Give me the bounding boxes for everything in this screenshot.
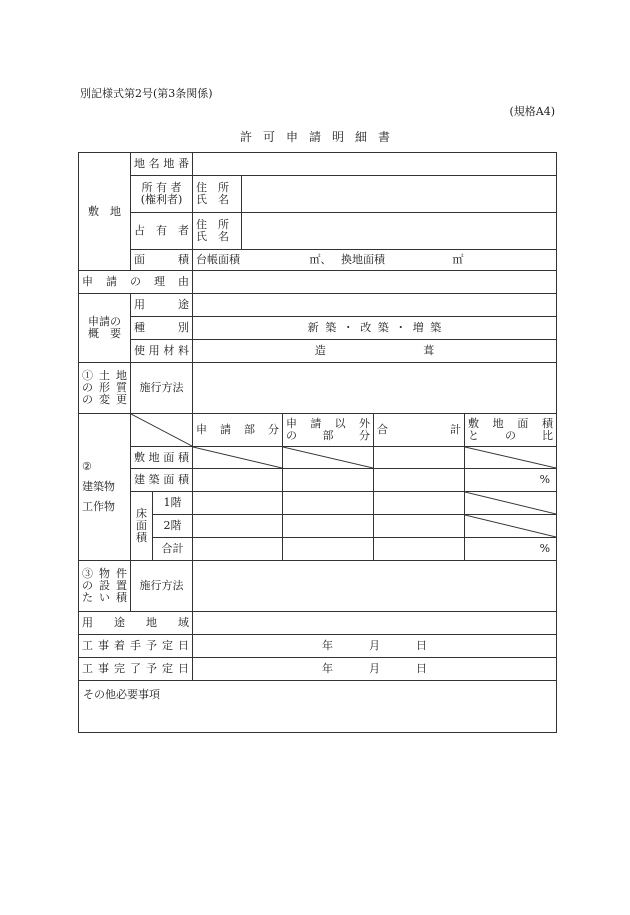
start-month-label: 月 xyxy=(369,639,381,652)
land-change-label: ①土地 の形質 の変更 xyxy=(79,363,131,414)
materials-roof-label: 葺 xyxy=(423,344,435,357)
land-method-field[interactable] xyxy=(193,363,557,414)
building-area-ratio[interactable]: % xyxy=(465,469,557,492)
document-title: 許可申請明細書 xyxy=(239,130,401,144)
sqm-unit-2: ㎡ xyxy=(452,253,464,266)
use-field[interactable] xyxy=(193,294,557,317)
floor2-label: 2階 xyxy=(153,515,193,538)
floor1-total[interactable] xyxy=(374,492,465,515)
end-date-label: 工事完了予定日 xyxy=(79,658,193,681)
buildings-label xyxy=(79,414,131,561)
site-label: 敷 地 xyxy=(79,153,131,271)
buildings-text: 建築物 xyxy=(82,480,115,493)
other-notes-label: その他必要事項 xyxy=(83,688,160,701)
site-area-other xyxy=(283,447,374,469)
objects-method-label: 施行方法 xyxy=(131,561,193,612)
occupant-field[interactable] xyxy=(242,213,557,250)
floor1-applied[interactable] xyxy=(193,492,283,515)
zone-field[interactable] xyxy=(193,612,557,635)
area-label: 面 積 xyxy=(131,250,193,271)
floor1-ratio xyxy=(465,492,557,515)
structures-text: 工作物 xyxy=(82,500,115,513)
floor-total-total[interactable] xyxy=(374,538,465,561)
paper-size-label: (規格A4) xyxy=(509,105,555,118)
occupant-name-label: 氏 名 xyxy=(196,230,229,243)
use-label: 用 途 xyxy=(131,294,193,317)
floor-total-other[interactable] xyxy=(283,538,374,561)
col-ratio-header: 敷 地 面 積 と の 比 xyxy=(465,414,557,447)
other-notes-field[interactable] xyxy=(79,681,557,733)
floor2-ratio xyxy=(465,515,557,538)
lot-number-label: 地名地番 xyxy=(131,153,193,176)
building-area-label: 建築面積 xyxy=(131,469,193,492)
converted-area-label: 換地面積 xyxy=(341,253,385,266)
start-day-label: 日 xyxy=(416,639,428,652)
end-date-field[interactable] xyxy=(193,658,557,681)
reason-field[interactable] xyxy=(193,271,557,294)
owner-address-label: 住 所 xyxy=(196,181,229,194)
floor-total-label: 合計 xyxy=(153,538,193,561)
floor2-total[interactable] xyxy=(374,515,465,538)
materials-label: 使用材料 xyxy=(131,340,193,363)
occupant-label: 占 有 者 xyxy=(131,213,193,250)
objects-method-field[interactable] xyxy=(193,561,557,612)
type-options[interactable]: 新 築 ・ 改 築 ・ 増 築 xyxy=(193,317,557,340)
start-date-label: 工事着手予定日 xyxy=(79,635,193,658)
form-id: 別記様式第2号(第3条関係) xyxy=(80,87,213,100)
building-area-total[interactable] xyxy=(374,469,465,492)
owner-field-labels xyxy=(193,176,242,213)
floor1-label: 1階 xyxy=(153,492,193,515)
materials-structure-label: 造 xyxy=(314,344,326,357)
reason-label: 申請の理由 xyxy=(79,271,193,294)
application-detail-table xyxy=(78,152,557,733)
site-area-ratio xyxy=(465,447,557,469)
area-field[interactable] xyxy=(193,250,557,271)
owner-field[interactable] xyxy=(242,176,557,213)
header-diagonal-cell xyxy=(131,414,193,447)
zone-label: 用 途 地 域 xyxy=(79,612,193,635)
floor2-applied[interactable] xyxy=(193,515,283,538)
sqm-unit-1: ㎡、 xyxy=(309,253,332,266)
end-day-label: 日 xyxy=(416,662,428,675)
owner-label: 所 有 者 (権利者) xyxy=(131,176,193,213)
end-month-label: 月 xyxy=(369,662,381,675)
site-area-label: 敷地面積 xyxy=(131,447,193,469)
start-year-label: 年 xyxy=(322,639,334,652)
land-method-label: 施行方法 xyxy=(131,363,193,414)
buildings-number: ② xyxy=(82,460,92,473)
col-total-header: 合 計 xyxy=(374,414,465,447)
outline-label: 申請の 概 要 xyxy=(79,294,131,363)
floor2-other[interactable] xyxy=(283,515,374,538)
type-label: 種 別 xyxy=(131,317,193,340)
lot-number-field[interactable] xyxy=(193,153,557,176)
ledger-area-label: 台帳面積 xyxy=(196,253,240,266)
col-other-header: 申 請 以 外 の 部 分 xyxy=(283,414,374,447)
site-area-applied xyxy=(193,447,283,469)
objects-label: ③物件 の設置 たい積 xyxy=(79,561,131,612)
occupant-address-label: 住 所 xyxy=(196,218,229,231)
building-area-other[interactable] xyxy=(283,469,374,492)
start-date-field[interactable] xyxy=(193,635,557,658)
floor-area-label: 床 面 積 xyxy=(131,492,153,561)
floor1-other[interactable] xyxy=(283,492,374,515)
floor-total-applied[interactable] xyxy=(193,538,283,561)
floor-total-ratio[interactable]: % xyxy=(465,538,557,561)
end-year-label: 年 xyxy=(322,662,334,675)
occupant-field-labels xyxy=(193,213,242,250)
col-applied-header: 申 請 部 分 xyxy=(193,414,283,447)
site-area-total[interactable] xyxy=(374,447,465,469)
materials-field[interactable] xyxy=(193,340,557,363)
building-area-applied[interactable] xyxy=(193,469,283,492)
owner-name-label: 氏 名 xyxy=(196,193,229,206)
